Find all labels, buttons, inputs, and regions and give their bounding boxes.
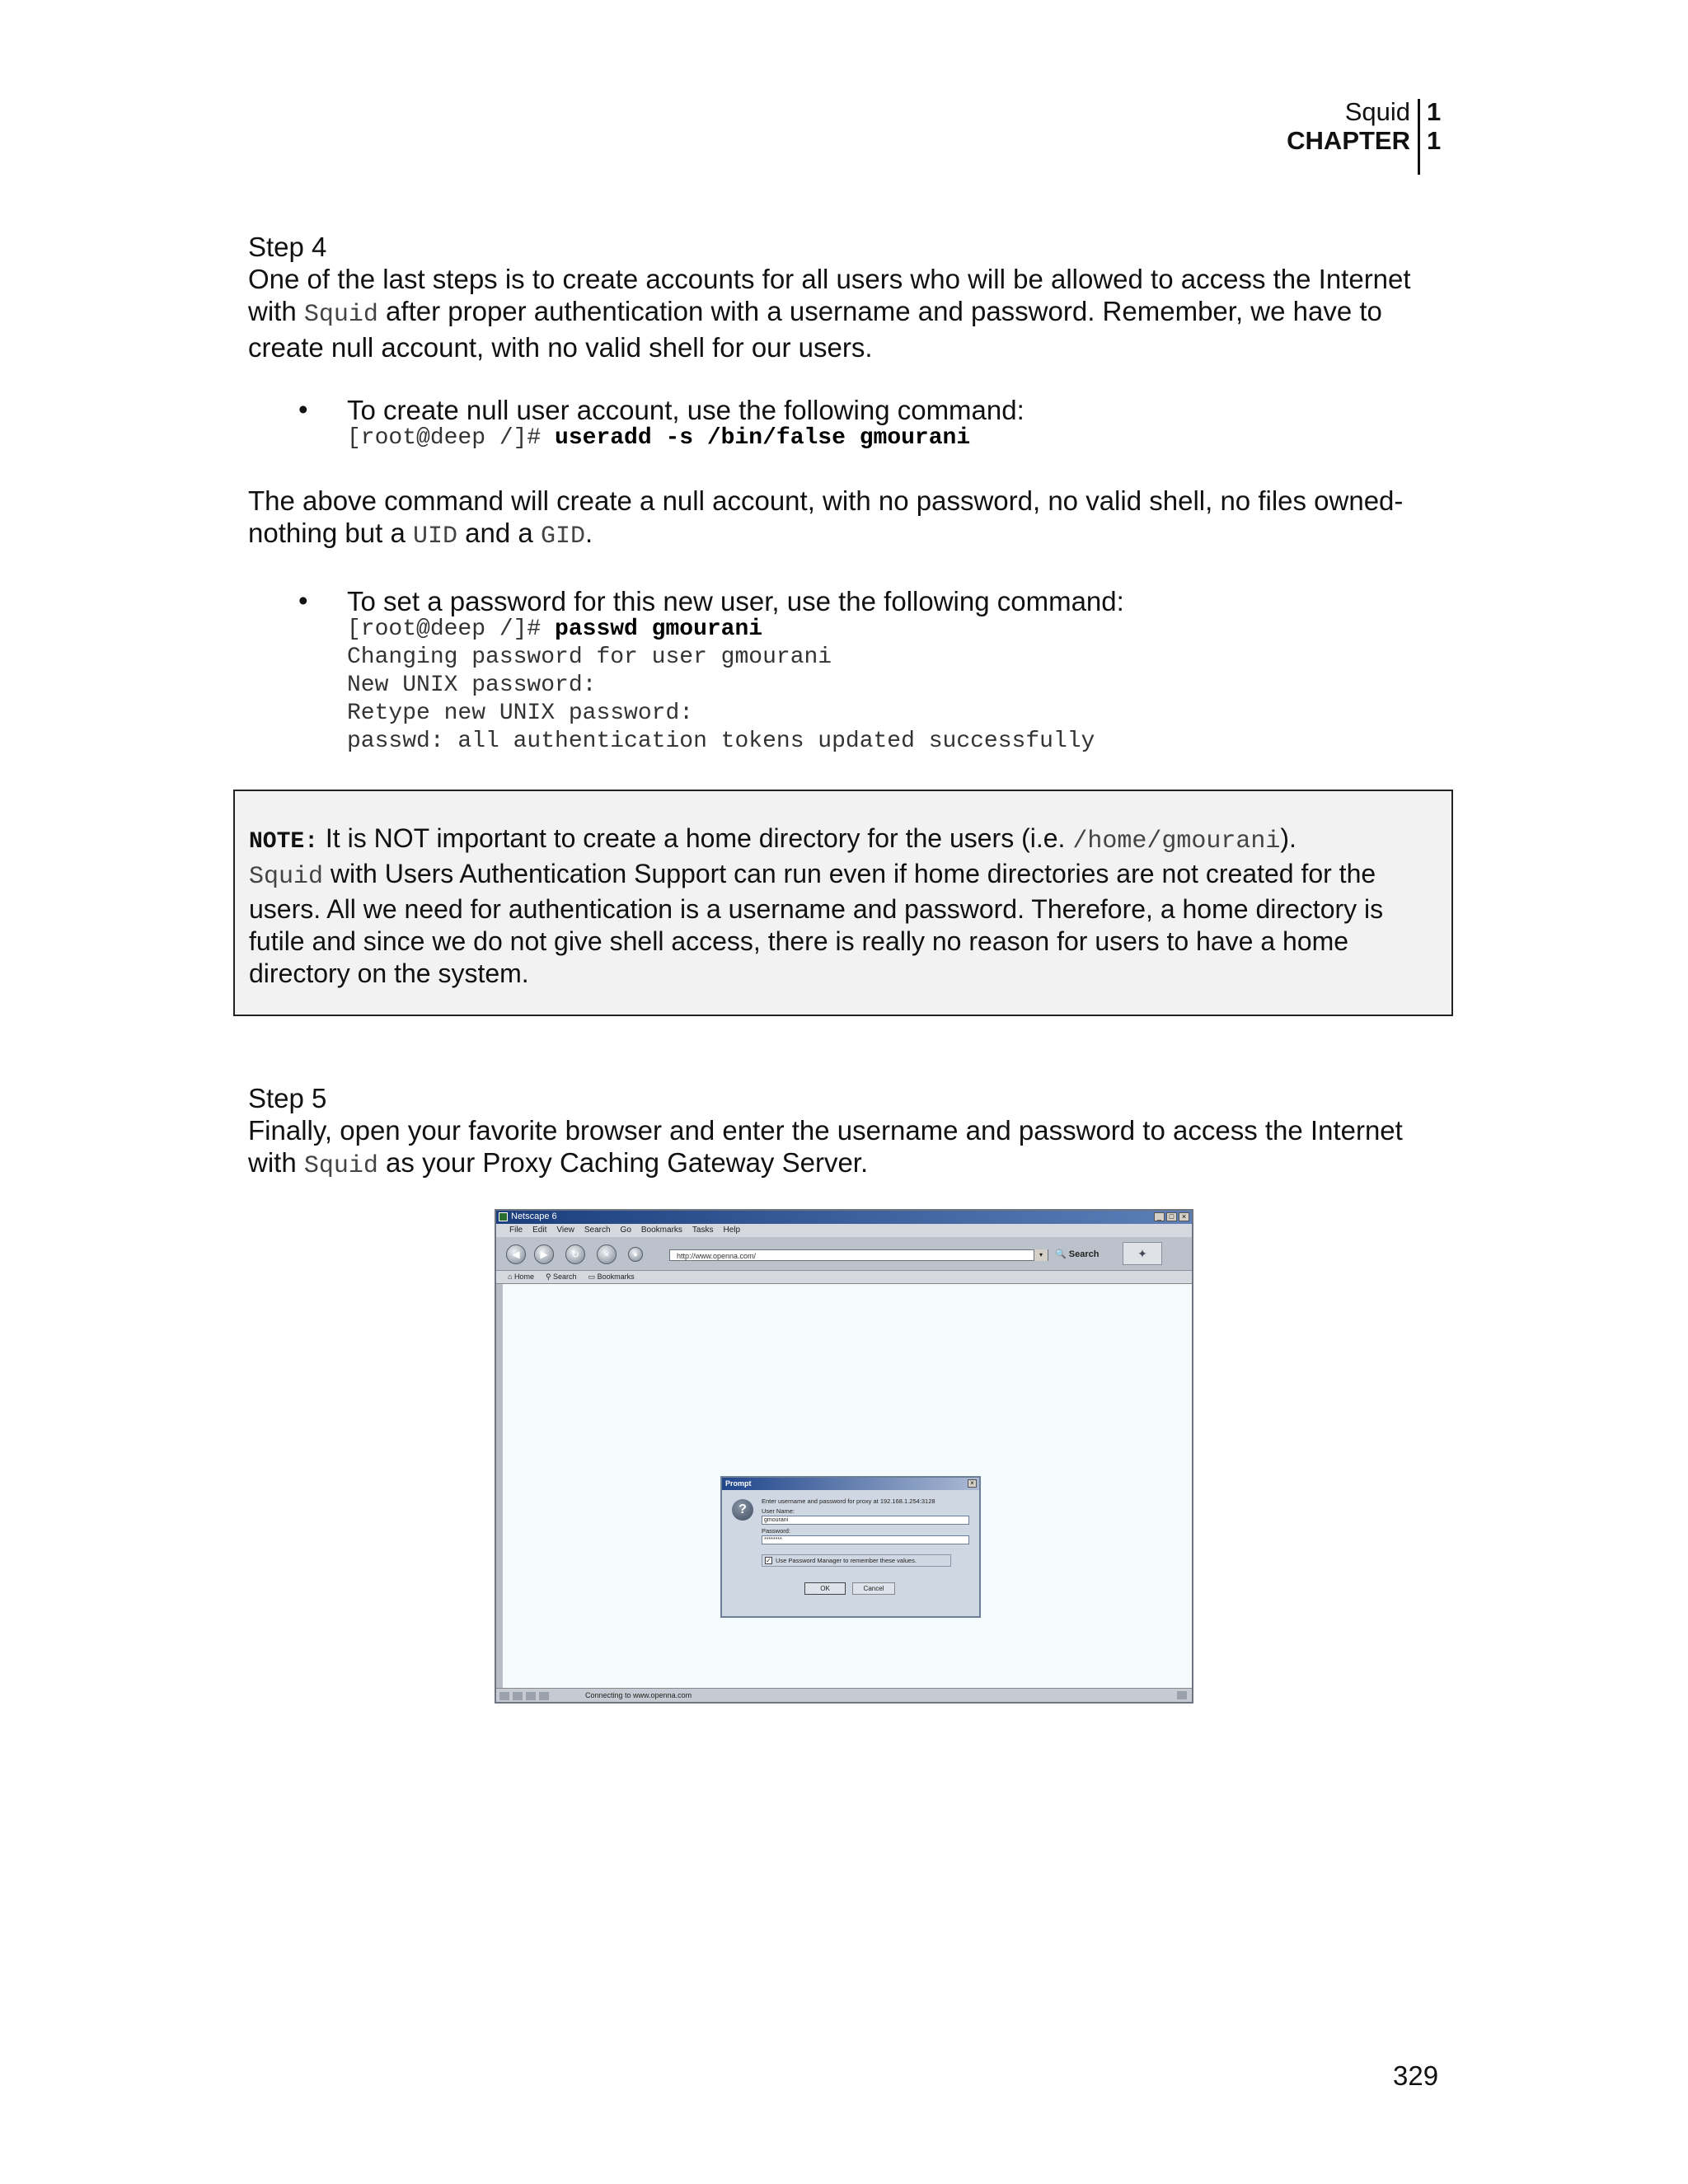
step4-para-line3: create null account, with no valid shell for our users. — [248, 332, 873, 363]
header-section-title: Squid — [1344, 97, 1410, 126]
menu-tasks[interactable]: Tasks — [692, 1226, 714, 1235]
checkmark-icon: ✓ — [766, 1557, 771, 1564]
status-message: Connecting to www.openna.com — [585, 1691, 692, 1699]
reload-icon[interactable]: ↻ — [565, 1244, 585, 1264]
go-icon[interactable]: ● — [628, 1247, 643, 1262]
close-icon[interactable]: × — [968, 1479, 977, 1488]
note-label: NOTE: — [249, 829, 319, 855]
browser-menubar — [496, 1224, 1192, 1237]
cancel-button[interactable]: Cancel — [852, 1582, 895, 1595]
dialog-message: Enter username and password for proxy at 192.168.1.254:3128 — [762, 1497, 935, 1505]
null-account-line1: The above command will create a null account, with no password, no valid shell, no files owned- — [248, 485, 1404, 516]
step4-heading: Step 4 — [248, 232, 327, 262]
search-link[interactable]: ⚲ Search — [545, 1272, 577, 1281]
password-input[interactable]: ******** — [762, 1535, 969, 1544]
menu-go[interactable]: Go — [620, 1226, 631, 1235]
menu-search[interactable]: Search — [584, 1226, 611, 1235]
step4-block — [248, 231, 1451, 363]
stop-icon[interactable]: × — [597, 1244, 617, 1264]
menu-bookmarks[interactable]: Bookmarks — [640, 1226, 682, 1235]
url-input[interactable]: http://www.openna.com/ — [669, 1249, 1048, 1261]
forward-icon[interactable]: ▶ — [534, 1244, 554, 1264]
squid-code: Squid — [303, 1152, 378, 1180]
step5-block — [248, 1082, 1451, 1183]
header-chapter-number: 1 — [1427, 126, 1442, 155]
chevron-down-icon[interactable]: ▾ — [1034, 1249, 1048, 1261]
header-section-number: 1 — [1427, 97, 1442, 126]
bullet1-command: [root@deep /]# useradd -s /bin/false gmourani — [347, 425, 971, 451]
note-box — [233, 790, 1453, 1016]
step4-para-line1: One of the last steps is to create accounts for all users who will be allowed to access the Internet — [248, 264, 1411, 294]
minimize-icon[interactable]: _ — [1154, 1212, 1165, 1221]
browser-navbar — [496, 1237, 1192, 1271]
password-manager-checkbox[interactable]: ✓ Use Password Manager to remember these values. — [762, 1554, 951, 1567]
note-text: NOTE: It is NOT important to create a home directory for the users (i.e. /home/gmourani). Squid with Users Authentication Support can run even if home directories are not created for the users. All we need for authentication is a username and password. Therefore, a home directory is futile and since we do not give shell access, there is really no reason for users to have a home directory on the system. — [249, 823, 1384, 988]
squid-code: Squid — [249, 863, 324, 891]
bullet2-code-block: [root@deep /]# passwd gmourani Changing password for user gmourani New UNIX password: Retype new UNIX password: passwd: all authentication tokens updated successfully — [347, 616, 1095, 754]
step5-para-line2: with Squid as your Proxy Caching Gateway Server. — [248, 1147, 869, 1180]
browser-content-area — [496, 1284, 1192, 1689]
running-header — [1287, 97, 1410, 155]
dialog-title: Prompt — [722, 1478, 979, 1490]
bullet-marker: • — [298, 394, 308, 424]
gid-code: GID — [540, 523, 585, 551]
personal-toolbar — [496, 1271, 1192, 1284]
bullet1-text: To create null user account, use the following command: — [347, 395, 1025, 425]
search-icon: 🔍 — [1055, 1249, 1067, 1259]
question-icon: ? — [732, 1499, 753, 1521]
menu-view[interactable]: View — [556, 1226, 574, 1235]
header-chapter-label: CHAPTER — [1287, 126, 1410, 155]
browser-title: Netscape 6 — [511, 1212, 557, 1221]
home-link[interactable]: ⌂ Home — [508, 1272, 534, 1281]
bookmarks-link[interactable]: ▭ Bookmarks — [588, 1272, 635, 1281]
page-number: 329 — [1393, 2060, 1439, 2091]
search-button[interactable]: 🔍 Search — [1055, 1249, 1100, 1259]
username-input[interactable]: gmourani — [762, 1516, 969, 1525]
browser-titlebar — [496, 1211, 1192, 1224]
uid-code: UID — [413, 523, 458, 551]
header-numbers — [1427, 97, 1441, 155]
home-path-code: /home/gmourani — [1072, 827, 1281, 855]
bookmark-icon: ▭ — [588, 1272, 598, 1281]
menu-help[interactable]: Help — [723, 1226, 741, 1235]
header-divider — [1418, 99, 1420, 175]
null-account-para — [248, 485, 1451, 553]
bullet2-text: To set a password for this new user, use the following command: — [347, 586, 1124, 616]
search-icon: ⚲ — [545, 1272, 554, 1281]
back-icon[interactable]: ◀ — [506, 1244, 526, 1264]
browser-statusbar — [496, 1688, 1192, 1702]
username-label: User Name: — [762, 1507, 795, 1515]
composer-icon[interactable] — [526, 1692, 536, 1700]
squid-code: Squid — [303, 301, 378, 329]
password-label: Password: — [762, 1527, 791, 1535]
addressbook-icon[interactable] — [539, 1692, 549, 1700]
bullet-marker: • — [298, 585, 308, 616]
close-icon[interactable]: × — [1179, 1212, 1189, 1221]
step5-heading: Step 5 — [248, 1083, 327, 1113]
sidebar-edge[interactable] — [496, 1284, 503, 1689]
prompt-dialog — [720, 1476, 981, 1618]
mail-icon[interactable] — [513, 1692, 523, 1700]
step4-para-line2: with Squid after proper authentication with a username and password. Remember, we have to — [248, 296, 1382, 329]
step5-para-line1: Finally, open your favorite browser and enter the username and password to access the Internet — [248, 1115, 1403, 1146]
menu-edit[interactable]: Edit — [532, 1226, 547, 1235]
navigator-icon[interactable] — [499, 1692, 509, 1700]
maximize-icon[interactable]: □ — [1166, 1212, 1177, 1221]
throbber-icon[interactable]: ✦ — [1123, 1242, 1162, 1265]
netscape-icon — [499, 1212, 508, 1221]
null-account-line2: nothing but a UID and a GID. — [248, 518, 593, 551]
home-icon: ⌂ — [508, 1272, 514, 1281]
ok-button[interactable]: OK — [804, 1582, 846, 1595]
browser-window-screenshot — [495, 1209, 1193, 1704]
security-lock-icon[interactable] — [1177, 1691, 1187, 1699]
menu-file[interactable]: File — [509, 1226, 523, 1235]
